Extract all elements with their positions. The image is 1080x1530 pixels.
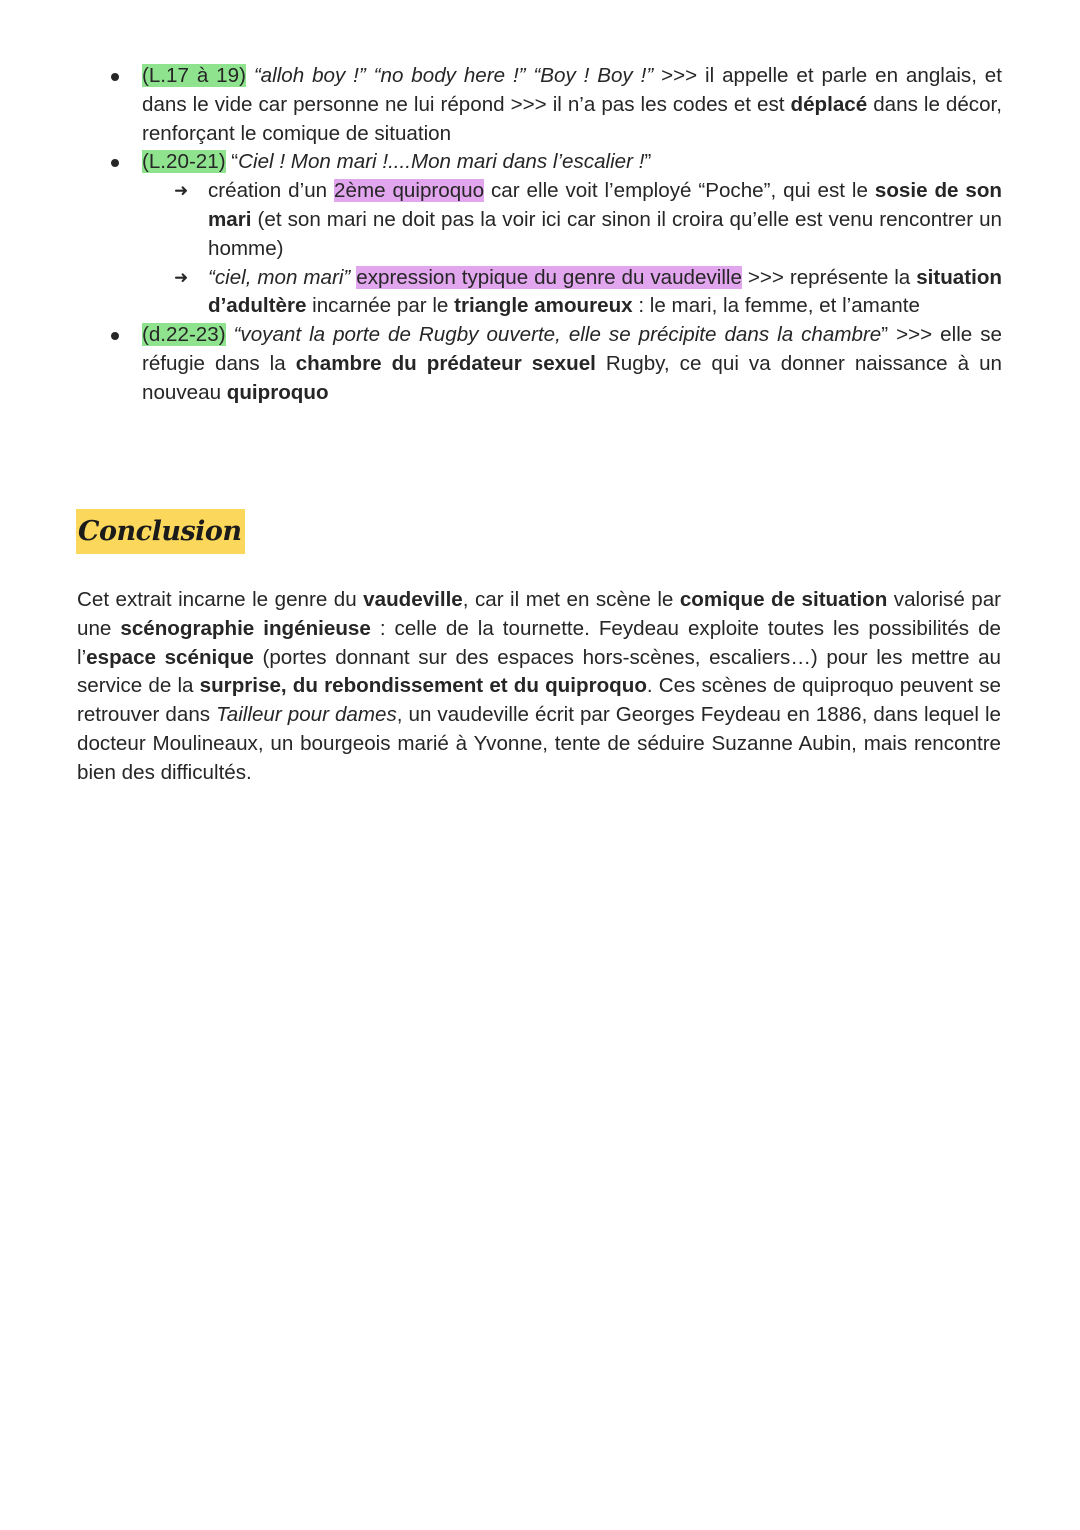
sub-item-vaudeville: [174, 264, 1002, 322]
quote: Ciel ! Mon mari !....Mon mari dans l’escalier !: [238, 150, 645, 174]
right-arrow-icon: ➜: [174, 181, 189, 201]
sub-item-quiproquo: [174, 177, 1003, 263]
text: incarnée par le: [306, 294, 455, 318]
italic-title: Tailleur pour dames: [216, 703, 397, 727]
conclusion-paragraph: [77, 586, 1001, 788]
line-reference: (L.20-21): [142, 150, 226, 174]
text: (portes donnant sur des espaces hors-scènes, escaliers…) pour les mettre au service de la: [77, 645, 1002, 698]
text: : le mari, la femme, et l’amante: [632, 294, 920, 318]
bold-text: scénographie ingénieuse: [120, 616, 371, 640]
bullet-dot-icon: [111, 73, 119, 81]
text: valorisé par une: [77, 588, 1002, 640]
right-arrow-icon: ➜: [174, 267, 189, 287]
sub-list: [142, 177, 1002, 321]
text: dans le décor, renforçant le comique de situation: [142, 92, 1003, 145]
text: ” >>> elle se réfugie dans la: [142, 323, 1002, 375]
conclusion-heading: Conclusion: [76, 509, 245, 554]
highlighted-text: expression typique du genre du vaudeville: [356, 265, 742, 289]
bold-text: chambre du prédateur sexuel: [295, 351, 596, 375]
text: : celle de la tournette. Feydeau exploite toutes les possibilités de l’: [77, 616, 1001, 669]
bullet-dot-icon: [111, 332, 119, 340]
bold-text: surprise, du rebondissement et du quiproquo: [199, 674, 647, 698]
bold-text: situation d’adultère: [208, 265, 1002, 318]
text: , un vaudeville écrit par Georges Feydeau en 1886, dans lequel le docteur Moulineaux, un bourgeois marié à Yvonne, tente de séduire Suzanne Aubin, mais rencontre bien des difficultés.: [77, 703, 1001, 784]
bullet-dot-icon: [111, 159, 119, 167]
text: (et son mari ne doit pas la voir ici car sinon il croira qu’elle est venu rencontrer un homme): [208, 207, 1002, 260]
text: ”: [644, 150, 652, 174]
bold-text: déplacé: [790, 92, 868, 116]
text: , car il met en scène le: [462, 588, 680, 611]
text: >>> il appelle et parle en anglais, et dans le vide car personne ne lui répond >>> il n’a pas les codes et est: [142, 64, 1002, 116]
text: “: [225, 150, 239, 174]
analysis-bullet-list: [0, 62, 1080, 408]
bullet-item-lines-20-21: [0, 148, 1002, 321]
text: Cet extrait incarne le genre du: [77, 588, 364, 611]
bold-text: comique de situation: [679, 588, 888, 611]
quote: “alloh boy !” “no body here !” “Boy ! Boy !”: [245, 64, 654, 87]
text: création d’un: [208, 179, 335, 203]
line-reference: (L.17 à 19): [142, 64, 246, 87]
highlighted-text: 2ème quiproquo: [334, 179, 485, 203]
bold-text: sosie de son mari: [208, 179, 1003, 231]
bold-text: quiproquo: [226, 380, 329, 404]
line-reference: (d.22-23): [142, 323, 226, 347]
text: car elle voit l’employé “Poche”, qui est le: [484, 179, 875, 203]
bold-text: espace scénique: [86, 645, 254, 669]
text: >>> représente la: [741, 265, 917, 289]
bullet-item-lines-17-19: [0, 62, 1002, 148]
quote: “voyant la porte de Rugby ouverte, elle se précipite dans la chambre: [225, 323, 882, 347]
text: . Ces scènes de quiproquo peuvent se retrouver dans: [77, 674, 1001, 727]
text: Rugby, ce qui va donner naissance à un nouveau: [142, 351, 1002, 404]
bold-text: vaudeville: [363, 588, 463, 611]
bullet-item-lines-22-23: [0, 321, 1002, 407]
bold-text: triangle amoureux: [454, 294, 633, 318]
quote: “ciel, mon mari”: [208, 265, 351, 289]
